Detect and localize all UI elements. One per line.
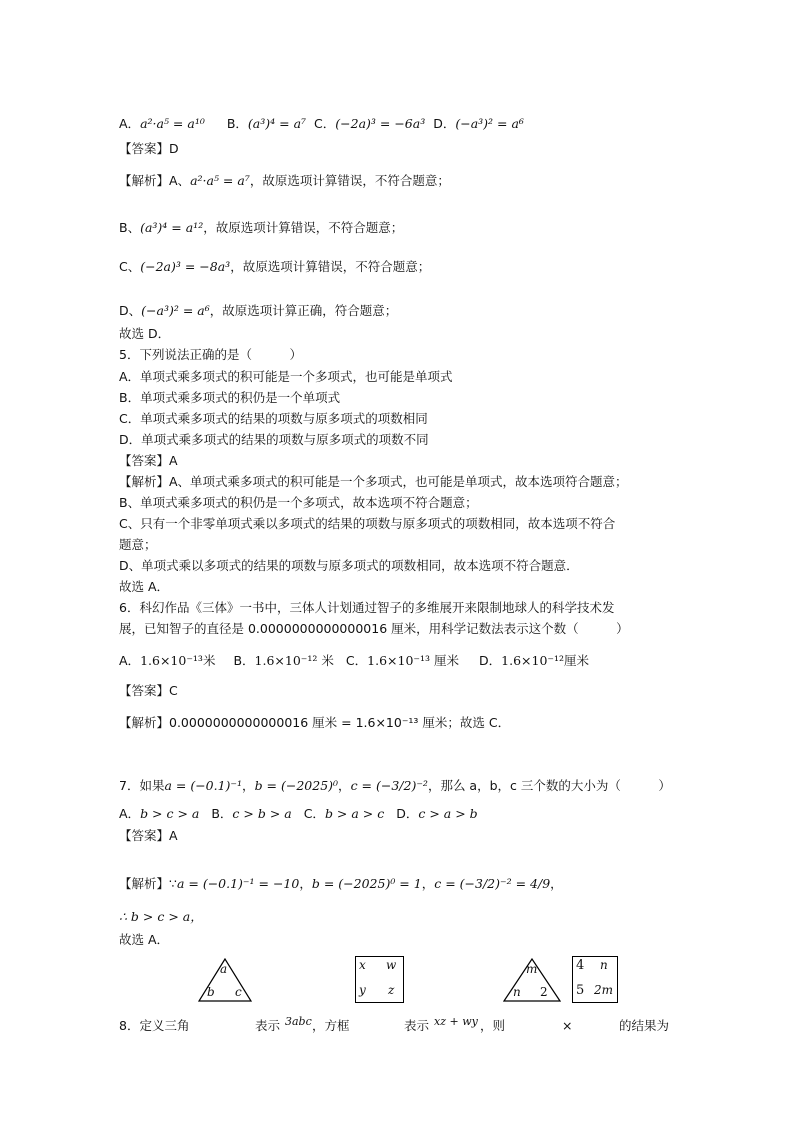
q5-analysis-line: 题意；	[119, 537, 157, 552]
q5-answer: 【答案】A	[119, 453, 178, 468]
q6-option-a: A．1.6×10⁻¹³米	[119, 653, 216, 668]
q4-options	[119, 116, 524, 132]
box-y: y	[359, 983, 366, 997]
q7-option-b: B．c > b > a	[211, 806, 292, 821]
triangle-right-c: c	[235, 985, 242, 999]
q4-option-a: A．a²·a⁵ = a¹⁰	[119, 116, 205, 131]
q4-analysis-c: C、(−2a)³ = −8a³，故原选项计算错误，不符合题意；	[119, 259, 431, 274]
q6-options	[119, 653, 589, 669]
q7-therefore: ∴ b > c > a，	[119, 909, 203, 924]
box-w: w	[386, 958, 397, 972]
q7-option-a: A．b > c > a	[119, 806, 200, 821]
box-z: z	[388, 983, 395, 997]
q6-analysis: 【解析】0.0000000000000016 厘米 = 1.6×10⁻¹³ 厘米；故选 C．	[119, 715, 511, 730]
q5-conclusion: 故选 A．	[119, 579, 170, 594]
q4-option-b: B．(a³)⁴ = a⁷	[226, 116, 307, 131]
triangle-left-b: b	[207, 985, 215, 999]
q8-text1: 表示	[255, 1018, 281, 1033]
q5-analysis-line: D、单项式乘以多项式的结果的项数与原多项式的项数相同，故本选项不符合题意．	[119, 558, 579, 573]
q7-analysis: 【解析】∵a = (−0.1)⁻¹ = −10，b = (−2025)⁰ = 1，c = (−3/2)⁻² = 4/9，	[119, 876, 563, 891]
box2-bottom-right: 2m	[594, 983, 614, 997]
q4-analysis-d: D、(−a³)² = a⁶，故原选项计算正确，符合题意；	[119, 303, 398, 318]
box2-top-right: n	[600, 958, 608, 972]
q8-prefix: 8．定义三角	[119, 1018, 190, 1033]
q8-box-expr: xz + wy	[434, 1015, 478, 1028]
q4-option-d: D．(−a³)² = a⁶	[433, 116, 524, 131]
triangle2-top-m: m	[526, 962, 538, 976]
q4-option-c: C．(−2a)³ = −6a³	[314, 116, 426, 131]
q4-analysis-b: B、(a³)⁴ = a¹²，故原选项计算错误，不符合题意；	[119, 220, 404, 235]
triangle2-right-2: 2	[540, 985, 548, 999]
q4-answer: 【答案】D	[119, 141, 179, 156]
q5-option-d: D．单项式乘多项式的结果的项数与原多项式的项数不同	[119, 432, 429, 447]
triangle-top-a: a	[220, 962, 228, 976]
q5-analysis-line: B、单项式乘多项式的积仍是一个多项式，故本选项不符合题意；	[119, 495, 478, 510]
q4-analysis-a: 【解析】A、a²·a⁵ = a⁷，故原选项计算错误，不符合题意；	[119, 173, 450, 188]
q7-stem: 7．如果a = (−0.1)⁻¹，b = (−2025)⁰，c = (−3/2)⁻²，那么 a，b，c 三个数的大小为（ ）	[119, 778, 671, 793]
q7-option-d: D．c > a > b	[396, 806, 478, 821]
q7-option-c: C．b > a > c	[303, 806, 385, 821]
q5-analysis-line: 【解析】A、单项式乘多项式的积可能是一个多项式，也可能是单项式，故本选项符合题意；	[119, 474, 628, 489]
q4-conclusion: 故选 D．	[119, 326, 171, 341]
times-sign: ×	[562, 1018, 573, 1033]
q6-stem-line1: 6．科幻作品《三体》一书中，三体人计划通过智子的多维展开来限制地球人的科学技术发	[119, 600, 615, 615]
q8-text4: ，则	[480, 1018, 506, 1033]
triangle2-left-n: n	[513, 985, 521, 999]
q5-stem: 5．下列说法正确的是（ ）	[119, 347, 302, 362]
q8-text3: 表示	[404, 1018, 430, 1033]
q8-text5: 的结果为	[619, 1018, 670, 1033]
q6-option-d: D．1.6×10⁻¹²厘米	[479, 653, 590, 668]
q5-analysis-line: C、只有一个非零单项式乘以多项式的结果的项数与原多项式的项数相同，故本选项不符合	[119, 516, 616, 531]
q8-tri-expr: 3abc	[285, 1015, 312, 1028]
q7-answer: 【答案】A	[119, 828, 178, 843]
q6-answer: 【答案】C	[119, 683, 178, 698]
box2-top-left: 4	[576, 958, 585, 973]
q6-option-b: B．1.6×10⁻¹² 米	[233, 653, 334, 668]
q6-option-c: C．1.6×10⁻¹³ 厘米	[345, 653, 460, 668]
q8-text2: ，方框	[312, 1018, 350, 1033]
q5-option-b: B．单项式乘多项式的积仍是一个单项式	[119, 390, 341, 405]
box2-bottom-left: 5	[576, 983, 585, 998]
q5-option-a: A．单项式乘多项式的积可能是一个多项式，也可能是单项式	[119, 369, 453, 384]
q6-stem-line2: 展，已知智子的直径是 0.0000000000000016 厘米，用科学记数法表示这个数（ ）	[119, 621, 629, 636]
q5-option-c: C．单项式乘多项式的结果的项数与原多项式的项数相同	[119, 411, 428, 426]
q7-conclusion: 故选 A．	[119, 932, 170, 947]
box-x: x	[359, 958, 366, 972]
q7-options	[119, 806, 478, 822]
